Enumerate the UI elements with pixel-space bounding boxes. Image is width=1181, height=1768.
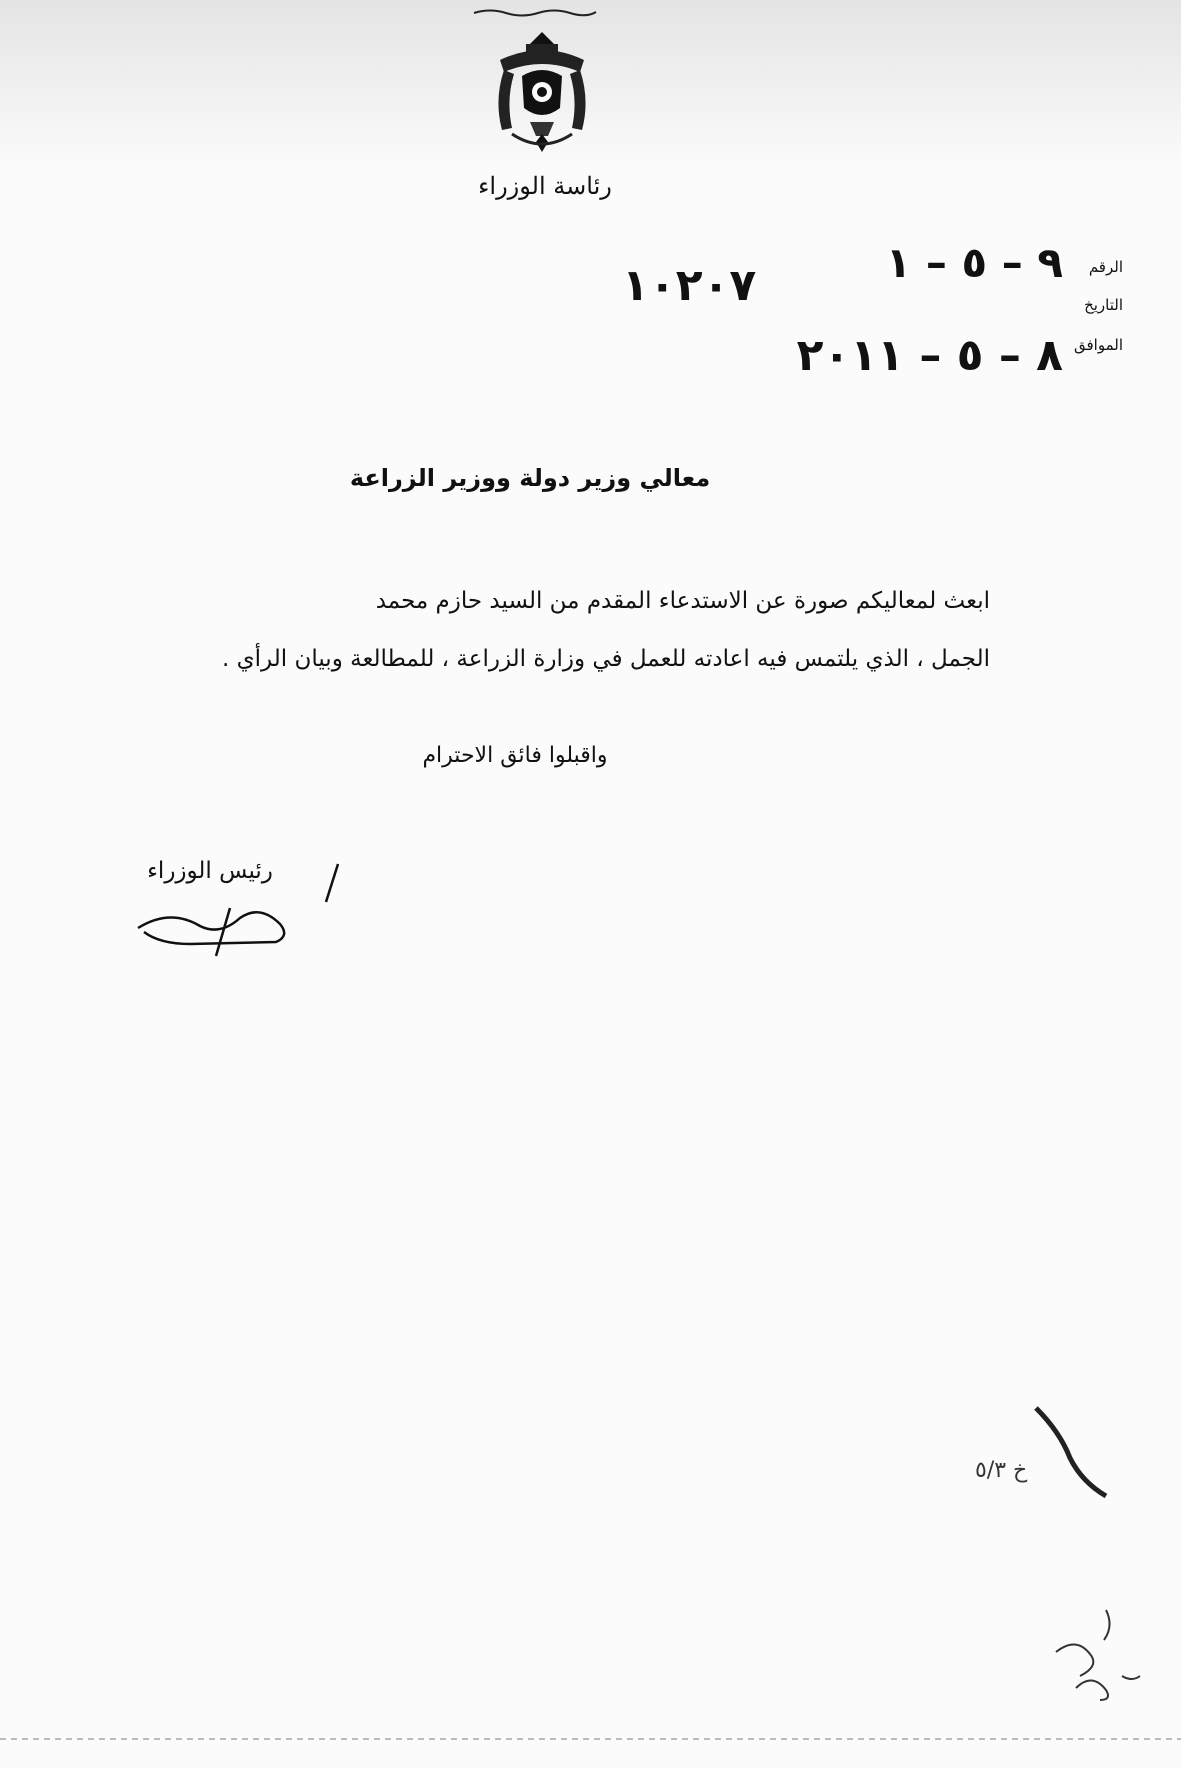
signature-slash [322, 862, 342, 906]
jordan-coat-of-arms-icon [490, 30, 594, 158]
signature [130, 900, 310, 960]
date-value: ١٠٢٠٧ [622, 260, 757, 311]
signatory-title: رئيس الوزراء [147, 858, 273, 884]
bottom-scan-edge [0, 1738, 1181, 1740]
closing-phrase: واقبلوا فائق الاحترام [422, 743, 608, 768]
marginal-scribble [1030, 1402, 1110, 1502]
reference-number-value: ٩ – ٥ – ١ [885, 238, 1063, 287]
body-line-1: ابعث لمعاليكم صورة عن الاستدعاء المقدم من السيد حازم محمد [375, 588, 990, 614]
letter-body [100, 572, 990, 688]
corresponding-date-label: الموافق [1073, 336, 1123, 354]
body-line-2: الجمل ، الذي يلتمس فيه اعادته للعمل في وزارة الزراعة ، للمطالعة وبيان الرأي . [222, 646, 990, 672]
initials-scribble [1036, 1596, 1156, 1706]
top-flourish [470, 6, 600, 18]
reference-number-label: الرقم [1088, 258, 1123, 276]
addressee: معالي وزير دولة ووزير الزراعة [349, 464, 711, 492]
date-label: التاريخ [1084, 296, 1123, 314]
organization-name: رئاسة الوزراء [478, 172, 612, 200]
corresponding-date-value: ٨ – ٥ – ٢٠١١ [796, 330, 1063, 381]
margin-note: خ ٥/٣ [975, 1458, 1028, 1483]
